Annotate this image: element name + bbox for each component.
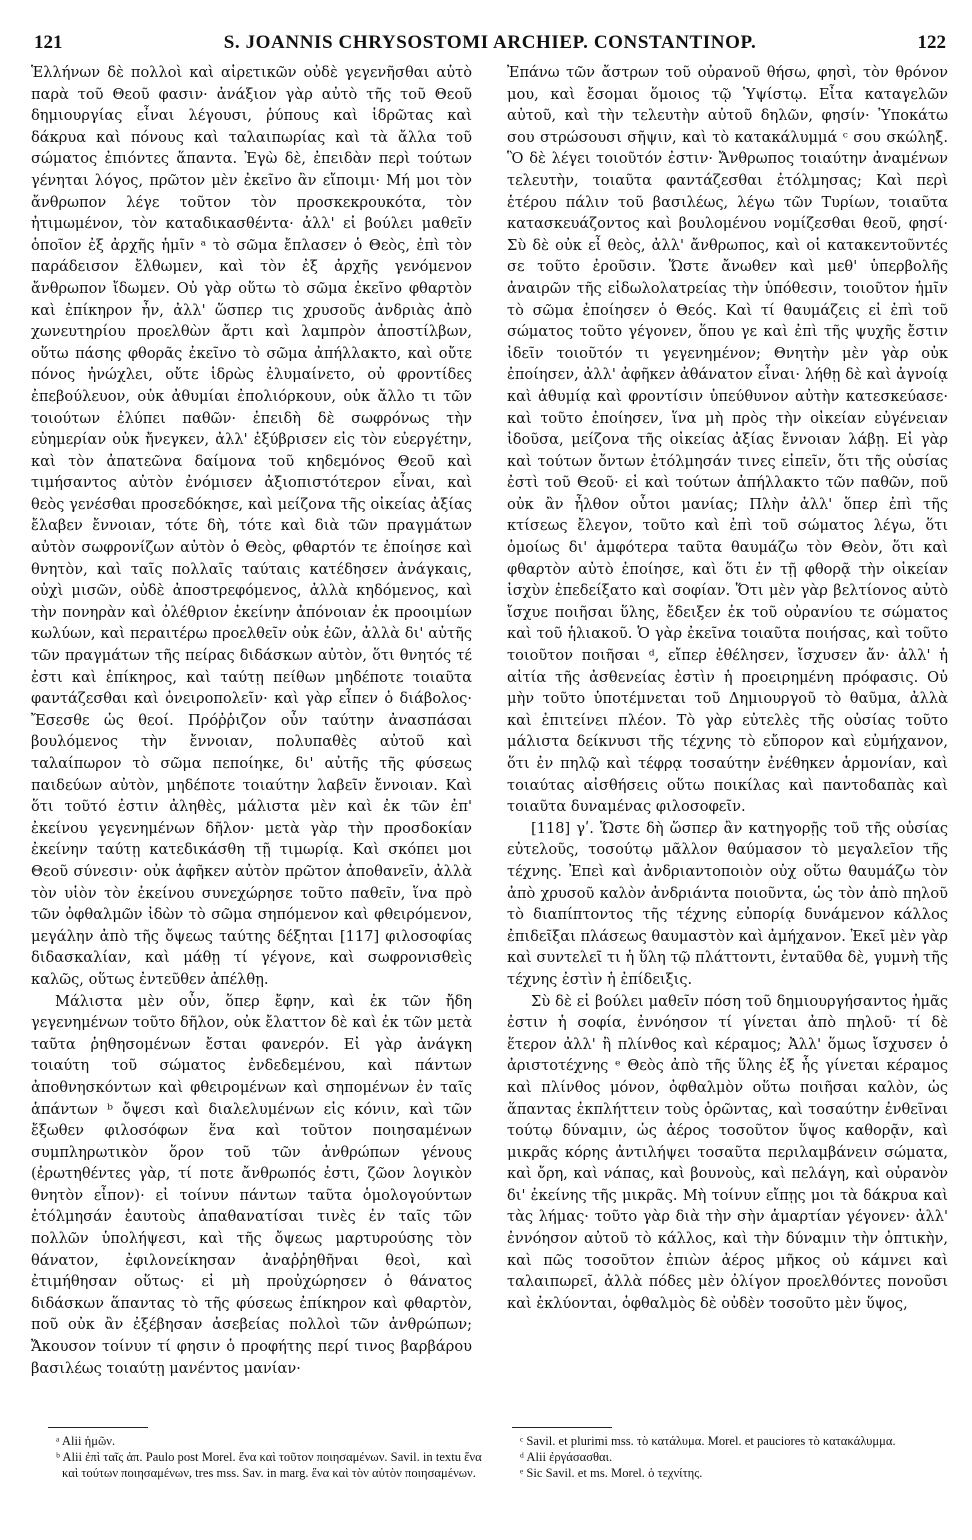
running-title: S. JOANNIS CHRYSOSTOMI ARCHIEP. CONSTANTINOP. [223,32,757,53]
footnote-a: ᵃ Alii ἡμῶν. [56,1434,116,1448]
right-paragraph-3: Σὺ δὲ εἰ βούλει μαθεῖν πόση τοῦ δημιουργήσαντος ἡμᾶς ἐστιν ἡ σοφία, ἐννόησον τί γίνεται ἀπὸ πηλοῦ· τί δὲ ἕτερον ἀλλ' ἢ πλίνθος καὶ κέραμος; Ἀλλ' ὅμως ἴσχυσεν ὁ ἀριστοτέχνης ᵉ Θεὸς ἀπὸ τῆς ὕλης ἐξ ἧς γίνεται κέραμος καὶ πλίνθος μόνον, ὀφθαλμὸν οὕτω ποιῆσαι καλὸν, ὡς ἅπαντας ἐκπλήττειν τοὺς ὁρῶντας, καὶ τοσαύτην ἐνθεῖναι τούτῳ δύναμιν, ὡς ἀέρος τοσοῦτον ὕψος καθορᾷν, καὶ μικρᾶς κόρης ἀντιλήψει τοσαῦτα περιλαμβάνειν σώματα, καὶ ὄρη, καὶ νάπας, καὶ βουνοὺς, καὶ πελάγη, καὶ οὐρανὸν δι' ἐκείνης τῆς μικρᾶς. Μὴ τοίνυν εἴπῃς μοι τὰ δάκρυα καὶ τὰς λήμας· τοῦτο γὰρ διὰ τὴν σὴν ἁμαρτίαν γέγονεν· ἀλλ' ἐννόησον αὐτοῦ τὸ κάλλος, καὶ τὴν δύναμιν τὴν ὀπτικὴν, καὶ πῶς τοσοῦτον ἐπιὼν ἀέρος μῆκος οὐ κάμνει καὶ ταλαιπωρεῖ, ἀλλὰ πόδες μὲν ὀλίγον προελθόντες πονοῦσι καὶ ἐκλύονται, ὀφθαλμὸς δὲ οὐδὲν τοσοῦτο μὲν ὕψος, [507,992,948,1312]
footnotes-left [48,1433,489,1481]
page-number-right: 122 [917,32,946,53]
footnote-d: ᵈ Alii ἐργάσασθαι. [520,1450,613,1464]
footnote-rule-left [48,1427,148,1428]
running-header [28,28,952,56]
right-column [507,62,948,1314]
left-column [31,62,472,1379]
footnotes-right [512,1433,953,1481]
footnote-rule-right [512,1427,612,1428]
footnote-b: ᵇ Alii ἐπὶ ταῖς ἀπ. Paulo post Morel. ἕνα καὶ τοῦτον ποιησαμένων. Savil. in textu ἕνα καὶ τούτων ποιησαμένων, tres mss. Sav. in marg. ἕνα καὶ τὸν αὐτὸν ποιησαμένων. [56,1450,482,1480]
left-paragraph-1: Ἑλλήνων δὲ πολλοὶ καὶ αἱρετικῶν οὐδὲ γεγενῆσθαι αὐτὸ παρὰ τοῦ Θεοῦ φασιν· ἀνάξιον γὰρ αὐτὸ τῆς τοῦ Θεοῦ δημιουργίας εἶναι λέγουσι, ῥύπους καὶ ἱδρῶτας καὶ δάκρυα καὶ πόνους καὶ ταλαιπωρίας καὶ τὰ ἄλλα τοῦ σώματος ἐπιόντες ἅπαντα. Ἐγὼ δὲ, ἐπειδὰν περὶ τούτων γένηται λόγος, πρῶτον μὲν ἐκεῖνο ἂν εἴποιμι· Μή μοι τὸν ἄνθρωπον λέγε τοῦτον τὸν προσκεκρουκότα, τὸν ἠτιμωμένον, τὸν καταδικασθέντα· ἀλλ' εἰ βούλει μαθεῖν ὁποῖον ἐξ ἀρχῆς ἡμῖν ᵃ τὸ σῶμα ἔπλασεν ὁ Θεὸς, ἐπὶ τὸν παράδεισον ἔλθωμεν, καὶ τὸν ἐξ ἀρχῆς γενόμενον ἄνθρωπον ἴδωμεν. Οὐ γὰρ οὕτω τὸ σῶμα ἐκεῖνο φθαρτὸν καὶ ἐπίκηρον ἦν, ἀλλ' ὥσπερ τις χρυσοῦς ἀνδριὰς ἀπὸ χωνευτηρίου προελθὼν ἄρτι καὶ λαμπρὸν ἀποστίλβων, οὕτω πάσης φθορᾶς ἐκεῖνο τὸ σῶμα ἀπήλλακτο, καὶ οὔτε πόνος ἠνώχλει, οὔτε ἱδρὼς ἐλυμαίνετο, οὐ φροντίδες ἐπεβούλευον, οὐκ ἀθυμίαι ἐπολιόρκουν, οὐκ ἄλλο τι τῶν τοιούτων ἐλύπει παθῶν· ἐπειδὴ δὲ σωφρόνως τὴν εὐημερίαν οὐκ ἤνεγκεν, ἀλλ' ἐξύβρισεν εἰς τὸν εὐεργέτην, καὶ τὸν ἀπατεῶνα δαίμονα τοῦ κηδεμόνος Θεοῦ καὶ τιμήσαντος αὐτὸν ἐνόμισεν ἀξιοπιστότερον εἶναι, καὶ θεὸς γενέσθαι προσεδόκησε, καὶ μείζονα τῆς οἰκείας ἀξίας ἔλαβεν ἔννοιαν, τότε δὴ, τότε καὶ διὰ τῶν πραγμάτων αὐτὸν σωφρονίζων αὐτὸν ὁ Θεὸς, φθαρτόν τε ἐποίησε καὶ θνητὸν, καὶ ταῖς πολλαῖς ταύταις κατέδησεν ἀνάγκαις, οὐχὶ μισῶν, οὐδὲ ἀποστρεφόμενος, ἀλλὰ κηδόμενος, καὶ τὴν πονηρὰν καὶ ὀλέθριον ἐκείνην ἀπόνοιαν ἐκ προοιμίων κωλύων, καὶ περαιτέρω προελθεῖν οὐκ ἐῶν, ἀλλὰ δι' αὐτῆς τῶν πραγμάτων τῆς πείρας διδάσκων αὐτὸν, ὅτι θνητός τέ ἐστι καὶ ἐπίκηρος, καὶ ταύτῃ πείθων μηδέποτε τοιαῦτα φαντάζεσθαι καὶ ὀνειροπολεῖν· καὶ γὰρ εἶπεν ὁ διάβολος· Ἔσεσθε ὡς θεοί. Πρόῤῥιζον οὖν ταύτην ἀνασπάσαι βουλόμενος τὴν ἔννοιαν, πολυπαθὲς αὐτοῦ καὶ ταλαίπωρον τὸ σῶμα πεποίηκε, δι' αὐτῆς τῆς φύσεως παιδεύων αὐτὸν, μηδέποτε τοιαύτην λαβεῖν ἔννοιαν. Καὶ ὅτι τοῦτό ἐστιν ἀληθὲς, μάλιστα μὲν καὶ ἐκ τῶν ἐπ' ἐκείνου γεγενημένων δῆλον· μετὰ γὰρ τὴν προσδοκίαν ἐκείνην ταύτῃ κατεδικάσθη τῇ τιμωρίᾳ. Καὶ σκόπει μοι Θεοῦ σύνεσιν· οὐκ ἀφῆκεν αὐτὸν πρῶτον ἀποθανεῖν, ἀλλὰ τὸν υἱὸν τὸν ἐκείνου συνεχώρησε τοῦτο παθεῖν, ἵνα πρὸ τῶν ὀφθαλμῶν ἰδὼν τὸ σῶμα σηπόμενον καὶ φθειρόμενον, μεγάλην ἀπὸ τῆς ὄψεως ταύτης δέξηται [117] φιλοσοφίας διδασκαλίαν, καὶ μάθῃ τί γέγονε, καὶ σωφρονισθεὶς καλῶς, οὕτως ἐντεῦθεν ἀπέλθῃ. [31,64,472,988]
right-paragraph-1: Ἐπάνω τῶν ἄστρων τοῦ οὐρανοῦ θήσω, φησὶ, τὸν θρόνον μου, καὶ ἔσομαι ὅμοιος τῷ Ὑψίστῳ. Εἶτα καταγελῶν αὐτοῦ, καὶ τὴν τελευτὴν αὐτοῦ δηλῶν, φησίν· Ὑποκάτω σου στρώσουσι σῆψιν, καὶ τὸ κατακάλυμμά ᶜ σου σκώληξ. Ὃ δὲ λέγει τοιοῦτόν ἐστιν· Ἄνθρωπος τοιαύτην ἀναμένων τελευτὴν, τοιαῦτα φαντάζεσθαι ἐτόλμησας; Καὶ περὶ ἑτέρου πάλιν τοῦ βασιλέως, λέγω τῶν Τυρίων, τοιαῦτα κατασκευάζοντος καὶ βουλομένου νομίζεσθαι θεοῦ, φησί· Σὺ δὲ οὐκ εἶ θεὸς, ἀλλ' ἄνθρωπος, καὶ οἱ κατακεντοῦντές σε τοῦτο ἐροῦσιν. Ὥστε ἄνωθεν καὶ μεθ' ὑπερβολῆς ἀναιρῶν τῆς εἰδωλολατρείας τὴν ὑπόθεσιν, τοιοῦτον ἡμῖν τὸ σῶμα ἐποίησεν ὁ Θεός. Καὶ τί θαυμάζεις εἰ ἐπὶ τοῦ σώματος τοῦτο γέγονεν, ὅπου γε καὶ ἐπὶ τῆς ψυχῆς ἔστιν ἰδεῖν τοιοῦτόν τι γεγενημένον; Θνητὴν μὲν γὰρ οὐκ ἐποίησεν, ἀλλ' ἀφῆκεν ἀθάνατον εἶναι· λήθῃ δὲ καὶ ἀγνοίᾳ καὶ ἀθυμίᾳ καὶ φροντίσιν ὑπεύθυνον αὐτὴν κατεσκεύασε· καὶ τοῦτο ἐποίησεν, ἵνα μὴ πρὸς τὴν οἰκείαν εὐγένειαν ἰδοῦσα, μείζονα τῆς οἰκείας ἀξίας ἔννοιαν λάβῃ. Εἰ γὰρ καὶ τούτων ὄντων ἐτόλμησάν τινες εἰπεῖν, ὅτι τῆς οὐσίας ἐστὶ τοῦ Θεοῦ· εἰ καὶ τούτων ἀπήλλακτο τῶν παθῶν, ποῦ οὐκ ἂν ἦλθον οὗτοι μανίας; Πλὴν ἀλλ' ὅπερ ἐπὶ τῆς κτίσεως ἔλεγον, τοῦτο καὶ ἐπὶ τοῦ σώματος λέγω, ὅτι ὁμοίως δι' ἀμφότερα ταῦτα θαυμάζω τὸν Θεὸν, ὅτι καὶ φθαρτὸν αὐτὸ ἐποίησε, καὶ ὅτι ἐν τῇ φθορᾷ τὴν οἰκείαν ἰσχὺν ἐπεδείξατο καὶ σοφίαν. Ὅτι μὲν γὰρ βελτίονος αὐτὸ ἴσχυε ποιῆσαι ὕλης, ἔδειξεν ἐκ τοῦ οὐρανίου τε σώματος καὶ τοῦ ἡλιακοῦ. Ὁ γὰρ ἐκεῖνα τοιαῦτα ποιήσας, καὶ τοῦτο τοιοῦτον ποιῆσαι ᵈ, εἴπερ ἐθέλησεν, ἴσχυσεν ἄν· ἀλλ' ἡ αἰτία τῆς ἀσθενείας ἐστὶν ἡ προειρημένη πρόφασις. Οὐ μὴν τοῦτο ὑποτέμνεται τοῦ Δημιουργοῦ τὸ θαῦμα, ἀλλὰ καὶ ἐπιτείνει πλέον. Τὸ γὰρ εὐτελὲς τῆς οὐσίας τοῦτο μάλιστα δείκνυσι τῆς τέχνης τὸ εὔπορον καὶ εὐμήχανον, ὅτι ἐν πηλῷ καὶ τέφρᾳ τοσαύτην ἐνέθηκεν ἁρμονίαν, καὶ τοιαύτας αἰσθήσεις οὕτω ποικίλας καὶ παντοδαπὰς καὶ τοιαῦτα δυναμένας φιλοσοφεῖν. [507,64,948,816]
right-paragraph-2: [118] γʹ. Ὥστε δὴ ὥσπερ ἂν κατηγορῇς τοῦ τῆς οὐσίας εὐτελοῦς, τοσούτῳ μᾶλλον θαύμασον τὸ μεγαλεῖον τῆς τέχνης. Ἐπεὶ καὶ ἀνδριαντοποιὸν οὐχ οὕτω θαυμάζω τὸν ἀπὸ χρυσοῦ καλὸν ἀνδριάντα ποιοῦντα, ὡς τὸν ἀπὸ πηλοῦ τὸ διαπίπτοντος τῆς τέχνης εὐπορίᾳ δυνάμενον κάλλος ἐπιδεῖξαι πλάσεως θαυμαστὸν καὶ ἀμήχανον. Ἐκεῖ μὲν γὰρ καὶ συντελεῖ τι ἡ ὕλη τῷ πλάττοντι, ἐνταῦθα δὲ, γυμνὴ τῆς τέχνης ἐστὶν ἡ ἐπίδειξις. [507,819,948,988]
page-number-left: 121 [34,32,63,53]
footnote-e: ᵉ Sic Savil. et ms. Morel. ὁ τεχνίτης. [520,1466,703,1480]
left-paragraph-2: Μάλιστα μὲν οὖν, ὅπερ ἔφην, καὶ ἐκ τῶν ἤδη γεγενημένων τοῦτο δῆλον, οὐκ ἔλαττον δὲ καὶ ἐκ τῶν μετὰ ταῦτα ῥηθησομένων ἔσται φανερόν. Εἰ γὰρ ἀνάγκη τοιαύτη τοῦ σώματος ἐνδεδεμένου, καὶ πάντων ἀποθνησκόντων καὶ φθειρομένων καὶ σηπομένων ἐν ταῖς ἁπάντων ᵇ ὄψεσι καὶ διαλελυμένων εἰς κόνιν, καὶ τῶν ἔξωθεν φιλοσόφων ἕνα καὶ τοῦτον ποιησαμένων συμπληρωτικὸν ὅρον τοῦ τῶν ἀνθρώπων γένους (ἐρωτηθέντες γὰρ, τί ποτε ἄνθρωπός ἐστι, ζῶον λογικὸν θνητὸν εἶπον)· εἰ τοίνυν πάντων ταῦτα ὁμολογούντων ἐτόλμησάν ἑαυτοὺς ἀπαθανατίσαι τινὲς ἐν ταῖς τῶν πολλῶν ὑπολήψεσι, καὶ τῆς ὄψεως μαρτυρούσης τὸν θάνατον, ἐφιλονείκησαν ἀναῤῥηθῆναι θεοὶ, καὶ ἐτιμήθησαν οὕτως· εἰ μὴ προὐχώρησεν ὁ θάνατος διδάσκων ἅπαντας τὸ τῆς φύσεως ἐπίκηρον καὶ φθαρτὸν, ποῦ οὐκ ἂν ἐξέβησαν ἀσεβείας πολλοὶ τῶν ἀνθρώπων; Ἄκουσον τοίνυν τί φησιν ὁ προφήτης περί τινος βαρβάρου βασιλέως τοιαύτῃ μανέντος μανίαν· [31,992,472,1377]
footnote-c: ᶜ Savil. et plurimi mss. τὸ κατάλυμα. Morel. et pauciores τὸ κατακάλυμμα. [520,1434,896,1448]
